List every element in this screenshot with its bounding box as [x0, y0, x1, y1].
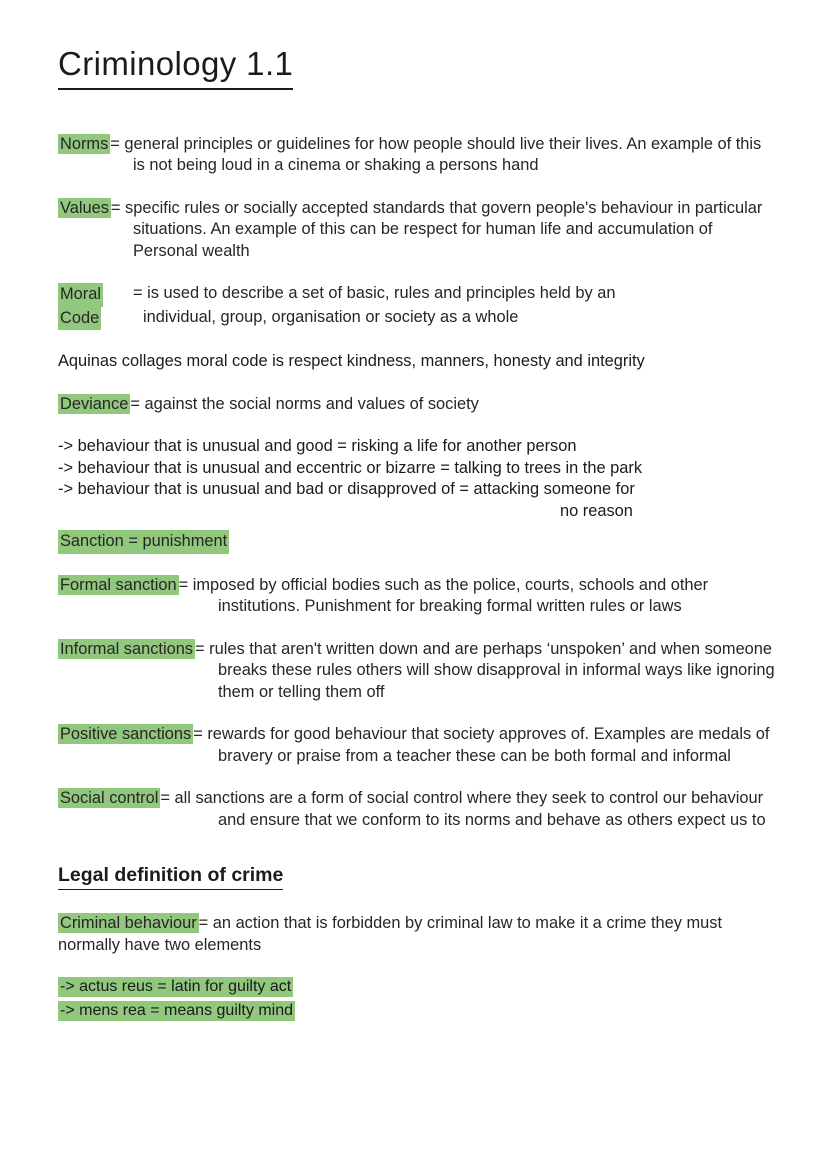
subheading-wrapper	[58, 852, 776, 913]
term-deviance: Deviance	[60, 394, 129, 413]
term-formal-sanction: Formal sanction	[60, 575, 177, 594]
deviance-example-3-overflow: no reason	[560, 501, 633, 520]
definition-social-control	[58, 788, 776, 831]
definition-norms-text: = general principles or guidelines for how people should live their lives. An example of this is not being loud in a cinema or shaking a persons hand	[110, 134, 762, 175]
definition-deviance-text: = against the social norms and values of society	[130, 394, 479, 413]
definition-criminal-behaviour-text: = an action that is forbidden by criminal law to make it a crime they must normally have two elements	[58, 914, 723, 954]
term-informal-sanctions: Informal sanctions	[60, 639, 194, 658]
definition-norms	[58, 134, 776, 177]
deviance-examples-list	[58, 436, 776, 522]
definition-values	[58, 198, 776, 263]
term-code: Code	[58, 307, 133, 331]
sanction-highlighted-text: Sanction = punishment	[58, 530, 229, 554]
crime-element-actus-reus-row	[58, 977, 776, 997]
section-subheading: Legal definition of crime	[58, 862, 283, 890]
term-criminal-behaviour: Criminal behaviour	[60, 914, 197, 933]
definition-positive-sanctions-text: = rewards for good behaviour that society approves of. Examples are medals of bravery or praise from a teacher these can be both formal and informal	[193, 725, 770, 765]
definition-formal-sanction	[58, 575, 776, 618]
definition-criminal-behaviour	[58, 913, 776, 956]
definition-moral-text-line-1: = is used to describe a set of basic, rules and principles held by an	[133, 284, 616, 303]
deviance-example-1: -> behaviour that is unusual and good = risking a life for another person	[58, 437, 577, 456]
crime-element-mens-rea: -> mens rea = means guilty mind	[60, 1002, 293, 1020]
term-values: Values	[60, 198, 109, 217]
deviance-example-2: -> behaviour that is unusual and eccentric or bizarre = talking to trees in the park	[58, 458, 643, 477]
moral-code-line-1	[58, 283, 776, 307]
sanction-definition	[58, 530, 776, 554]
term-moral: Moral	[58, 283, 133, 307]
definition-informal-sanctions	[58, 639, 776, 704]
definition-values-text: = specific rules or socially accepted standards that govern people's behaviour in particular situations. An example of this can be respect for human life and accumulation of Personal wealth	[110, 198, 763, 260]
crime-element-mens-rea-row	[58, 1001, 776, 1021]
term-norms: Norms	[60, 134, 109, 153]
definition-moral-code	[58, 283, 776, 330]
crime-element-actus-reus: -> actus reus = latin for guilty act	[60, 978, 292, 996]
definition-deviance	[58, 394, 776, 416]
definition-social-control-text: = all sanctions are a form of social control where they seek to control our behaviour and ensure that we conform to its norms and behave as others expect us to	[160, 789, 766, 829]
term-social-control: Social control	[60, 789, 159, 808]
crime-elements-list	[58, 977, 776, 1021]
aquinas-note: Aquinas collages moral code is respect kindness, manners, honesty and integrity	[58, 352, 645, 371]
definition-moral-text-line-2: individual, group, organisation or society as a whole	[143, 307, 519, 326]
deviance-example-3: -> behaviour that is unusual and bad or disapproved of = attacking someone for	[58, 480, 635, 499]
definition-informal-sanctions-text: = rules that aren't written down and are perhaps ‘unspoken’ and when someone breaks these rules others will show disapproval in informal ways like ignoring them or telling them off	[195, 639, 775, 701]
term-positive-sanctions: Positive sanctions	[60, 725, 192, 744]
moral-code-line-2	[58, 307, 776, 331]
definition-formal-sanction-text: = imposed by official bodies such as the police, courts, schools and other institutions. Punishment for breaking formal written rules or laws	[178, 575, 709, 616]
page-title: Criminology 1.1	[58, 44, 293, 90]
definition-positive-sanctions	[58, 724, 776, 767]
